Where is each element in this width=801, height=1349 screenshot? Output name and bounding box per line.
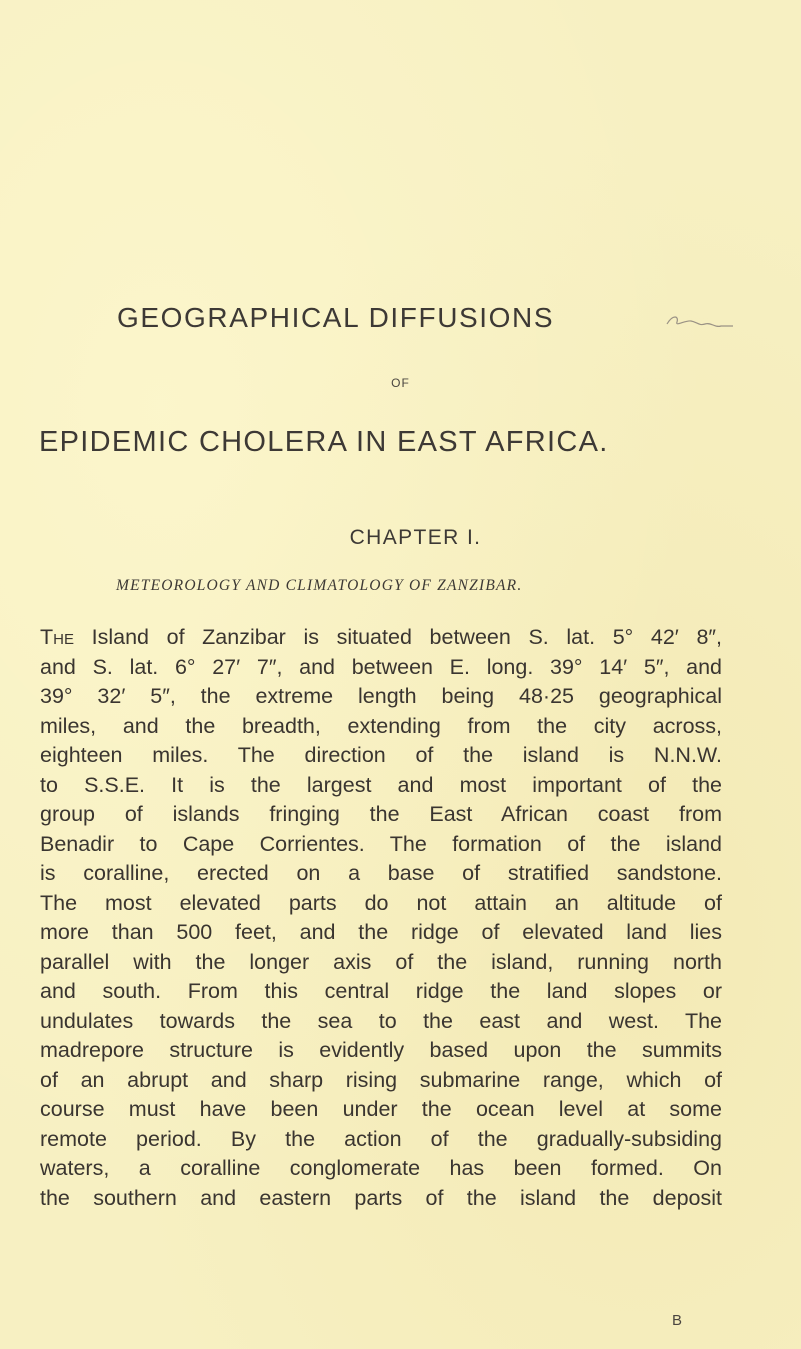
text-line: eighteen miles. The direction of the island is N.N.W. bbox=[40, 743, 722, 767]
text-line: parallel with the longer axis of the island, running north bbox=[40, 949, 722, 974]
text-line-content: Island of Zanzibar is situated between S. lat. 5° 42′ 8″, bbox=[73, 625, 722, 649]
text-line: The most elevated parts do not attain an altitude of bbox=[40, 890, 722, 915]
section-heading: METEOROLOGY AND CLIMATOLOGY OF ZANZIBAR. bbox=[116, 577, 523, 594]
text-line bbox=[40, 623, 722, 653]
chapter-heading: CHAPTER I. bbox=[349, 526, 482, 549]
text-line: is coralline, erected on a base of stratified sandstone. bbox=[40, 861, 722, 885]
body-text bbox=[40, 623, 722, 1213]
text-line: Benadir to Cape Corrientes. The formation of the island bbox=[40, 831, 722, 856]
text-line: madrepore structure is evidently based upon the summits bbox=[40, 1038, 722, 1062]
pencil-mark-icon bbox=[665, 312, 735, 332]
text-line: of an abrupt and sharp rising submarine range, which of bbox=[40, 1067, 722, 1092]
title-connector: OF bbox=[391, 376, 410, 390]
signature-mark: B bbox=[672, 1312, 683, 1329]
text-line: miles, and the breadth, extending from the city across, bbox=[40, 713, 722, 738]
text-line: and south. From this central ridge the land slopes or bbox=[40, 979, 722, 1003]
text-line: to S.S.E. It is the largest and most important of the bbox=[40, 772, 722, 797]
text-line: waters, a coralline conglomerate has been formed. On bbox=[40, 1156, 722, 1180]
first-word: The bbox=[40, 625, 74, 649]
text-line: 39° 32′ 5″, the extreme length being 48·25 geographical bbox=[40, 684, 722, 708]
text-line: group of islands fringing the East African coast from bbox=[40, 802, 722, 826]
text-line: undulates towards the sea to the east and west. The bbox=[40, 1008, 722, 1033]
text-line: course must have been under the ocean level at some bbox=[40, 1097, 722, 1121]
page-title: GEOGRAPHICAL DIFFUSIONS bbox=[117, 302, 555, 333]
text-line: the southern and eastern parts of the island the deposit bbox=[40, 1185, 722, 1210]
text-line: more than 500 feet, and the ridge of elevated land lies bbox=[40, 920, 722, 944]
text-line: remote period. By the action of the gradually-subsiding bbox=[40, 1126, 722, 1151]
page-subtitle: EPIDEMIC CHOLERA IN EAST AFRICA. bbox=[39, 426, 609, 458]
text-line: and S. lat. 6° 27′ 7″, and between E. long. 39° 14′ 5″, and bbox=[40, 654, 722, 679]
